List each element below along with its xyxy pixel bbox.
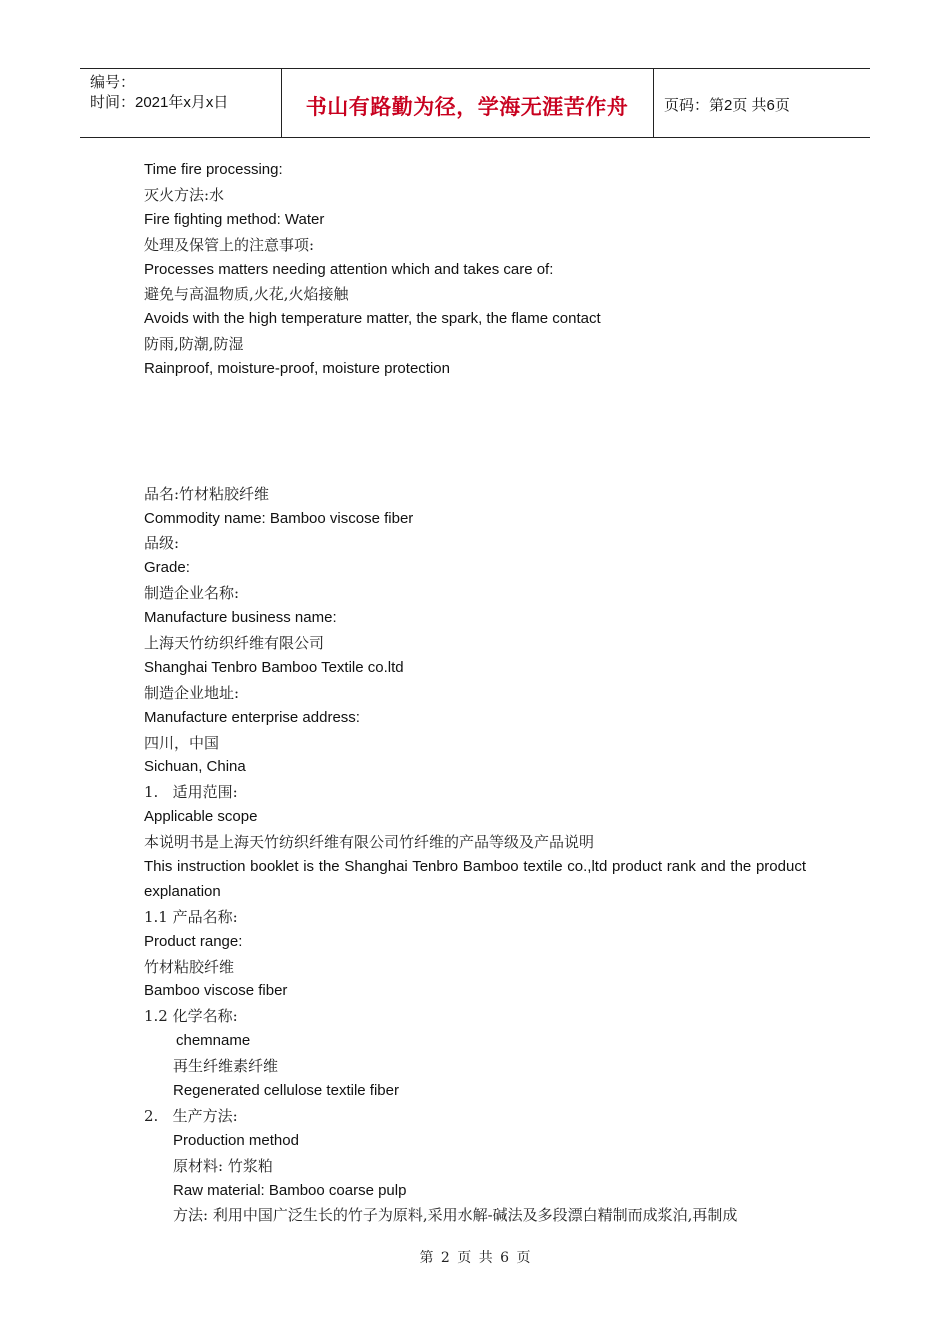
text-line: Processes matters needing attention which and takes care of: <box>144 260 554 278</box>
text-line: 再生纤维素纤维 <box>173 1057 279 1076</box>
text-line: 处理及保管上的注意事项: <box>144 235 315 254</box>
text-line: 原材料: 竹浆粕 <box>173 1156 273 1175</box>
document-body <box>144 158 806 1228</box>
text-line: 方法: 利用中国广泛生长的竹子为原料,采用水解-碱法及多段漂白精制而成浆泊,再制成 <box>173 1206 738 1225</box>
subsection-heading: 1.2 化学名称: <box>144 1007 238 1026</box>
section-heading: 2. 生产方法: <box>144 1106 238 1125</box>
document-time-label: 时间：2021年x月x日 <box>90 94 229 111</box>
text-line: chemname <box>176 1032 251 1050</box>
text-line: 竹材粘胶纤维 <box>144 957 235 976</box>
text-line: Commodity name: Bamboo viscose fiber <box>144 509 414 527</box>
text-line: Bamboo viscose fiber <box>144 982 288 1000</box>
text-line: 制造企业地址: <box>144 683 240 702</box>
header-page-info: 页码：第2页 共6页 <box>664 97 790 114</box>
text-line: Shanghai Tenbro Bamboo Textile co.ltd <box>144 658 404 676</box>
text-line: Regenerated cellulose textile fiber <box>173 1082 399 1100</box>
page-footer: 第 2 页 共 6 页 <box>419 1250 531 1266</box>
header-meta-cell <box>80 69 282 137</box>
text-line: Fire fighting method: Water <box>144 210 325 228</box>
header-motto-cell <box>281 69 654 137</box>
subsection-heading: 1.1 产品名称: <box>144 907 238 926</box>
text-line: Manufacture business name: <box>144 609 337 627</box>
page-header <box>80 68 870 138</box>
text-line: 避免与高温物质,火花,火焰接触 <box>144 285 349 304</box>
text-line: 灭火方法:水 <box>144 185 225 204</box>
text-line: Production method <box>173 1131 299 1149</box>
text-line: Avoids with the high temperature matter, the spark, the flame contact <box>144 310 601 328</box>
header-page-cell <box>654 69 870 137</box>
blank-space <box>144 382 806 482</box>
text-line: 四川，中国 <box>144 733 220 752</box>
text-line: 品名:竹材粘胶纤维 <box>144 484 270 503</box>
document-number-label: 编号： <box>90 74 136 91</box>
section-heading: 1. 适用范围: <box>144 783 238 802</box>
text-line: 本说明书是上海天竹纺织纤维有限公司竹纤维的产品等级及产品说明 <box>144 833 595 852</box>
text-line: Sichuan, China <box>144 758 246 776</box>
text-line: 品级: <box>144 534 180 553</box>
text-line: 制造企业名称: <box>144 584 240 603</box>
text-line: Applicable scope <box>144 808 258 826</box>
text-line: Raw material: Bamboo coarse pulp <box>173 1181 407 1199</box>
text-line: Manufacture enterprise address: <box>144 708 360 726</box>
text-paragraph: This instruction booklet is the Shanghai Tenbro Bamboo textile co.,ltd product rank and the product explanation <box>144 857 806 900</box>
text-line: 上海天竹纺织纤维有限公司 <box>144 633 325 652</box>
header-motto: 书山有路勤为径，学海无涯苦作舟 <box>305 96 629 119</box>
text-line: Grade: <box>144 559 190 577</box>
text-line: 防雨,防潮,防湿 <box>144 335 244 354</box>
text-line: Time fire processing: <box>144 161 283 178</box>
text-line: Rainproof, moisture-proof, moisture protection <box>144 360 450 378</box>
text-line: Product range: <box>144 932 243 950</box>
